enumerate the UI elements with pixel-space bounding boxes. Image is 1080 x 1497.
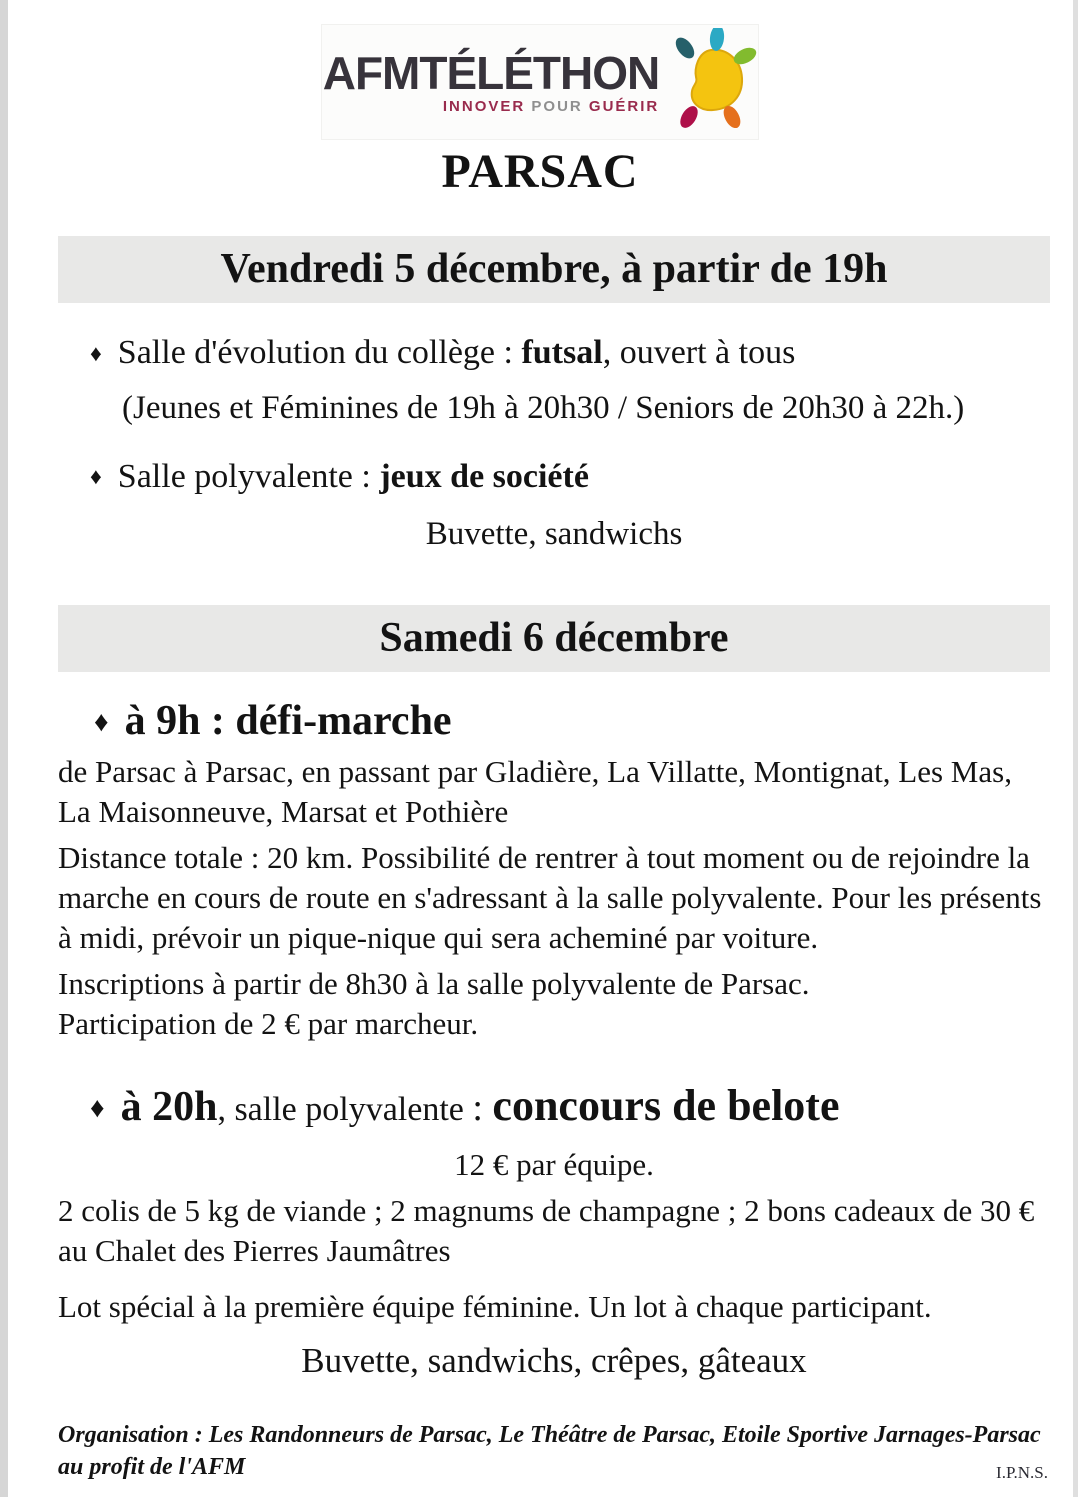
- futsal-bold: futsal: [521, 334, 603, 372]
- tagline-pour: POUR: [531, 97, 583, 115]
- saturday-refreshments: Buvette, sandwichs, crêpes, gâteaux: [301, 1340, 807, 1380]
- walk-details: Distance totale : 20 km. Possibilité de rentrer à tout moment ou de rejoindre la marche en cours de route en s'adressant à la salle polyvalente. Pour les présents à midi, prévoir un pique-nique qui sera acheminé par voiture.: [58, 840, 1042, 956]
- friday-banner: Vendredi 5 décembre, à partir de 19h: [58, 236, 1050, 303]
- organisation-credit: Organisation : Les Randonneurs de Parsac, Le Théâtre de Parsac, Etoile Sportive Jarnages-Parsac au profit de l'AFM: [58, 1421, 1041, 1481]
- walk-registration-line: Inscriptions à partir de 8h30 à la salle polyvalente de Parsac.: [58, 966, 810, 1002]
- walk-route: de Parsac à Parsac, en passant par Gladière, La Villatte, Montignat, Les Mas, La Maisonneuve, Marsat et Pothière: [58, 754, 1012, 830]
- diamond-bullet-icon: ♦: [94, 706, 109, 738]
- tagline-innover: INNOVER: [442, 97, 526, 115]
- futsal-post: , ouvert à tous: [602, 334, 796, 372]
- belote-prizes: 2 colis de 5 kg de viande ; 2 magnums de champagne ; 2 bons cadeaux de 30 € au Chalet des Pierres Jaumâtres: [58, 1192, 1035, 1268]
- futsal-schedule-note: (Jeunes et Féminines de 19h à 20h30 / Seniors de 20h30 à 22h.): [122, 390, 965, 427]
- belote-fee: 12 € par équipe.: [454, 1146, 654, 1182]
- ipns-mention: I.P.N.S.: [996, 1463, 1048, 1482]
- diamond-bullet-icon: ♦: [90, 340, 102, 367]
- afm-telethon-logo: [321, 24, 759, 140]
- walk-registration: [58, 964, 1050, 1044]
- belote-time: à 20h: [120, 1084, 218, 1131]
- page-title: PARSAC: [441, 145, 639, 198]
- logo-tagline: [443, 98, 659, 115]
- logo-text-block: [322, 46, 660, 115]
- diamond-bullet-icon: ♦: [90, 1092, 105, 1124]
- friday-item-jeux: [58, 457, 1050, 498]
- belote-heading: [58, 1082, 1050, 1130]
- friday-item-futsal: [58, 333, 1050, 374]
- jeux-pre: Salle polyvalente :: [117, 458, 380, 496]
- tagline-guerir: GUÉRIR: [588, 97, 660, 115]
- telethon-sun-icon: [665, 28, 757, 128]
- jeux-bold: jeux de société: [379, 458, 589, 496]
- futsal-pre: Salle d'évolution du collège :: [117, 334, 522, 372]
- diamond-bullet-icon: ♦: [90, 464, 102, 491]
- friday-refreshments: Buvette, sandwichs: [425, 515, 683, 552]
- walk-heading-text: à 9h : défi-marche: [124, 698, 452, 745]
- belote-colon: :: [472, 1087, 493, 1130]
- belote-special-prize: Lot spécial à la première équipe féminine. Un lot à chaque participant.: [58, 1288, 932, 1324]
- walk-participation-line: Participation de 2 € par marcheur.: [58, 1006, 479, 1042]
- belote-venue: , salle polyvalente: [217, 1091, 473, 1129]
- flyer-content: [58, 236, 1050, 1483]
- saturday-banner: Samedi 6 décembre: [58, 605, 1050, 672]
- walk-heading: [58, 698, 1050, 744]
- belote-name: concours de belote: [492, 1081, 840, 1131]
- scan-edge-left: [0, 0, 8, 1497]
- scan-edge-right: [1073, 0, 1078, 1497]
- logo-wordmark: AFMTÉLÉTHON: [322, 46, 660, 99]
